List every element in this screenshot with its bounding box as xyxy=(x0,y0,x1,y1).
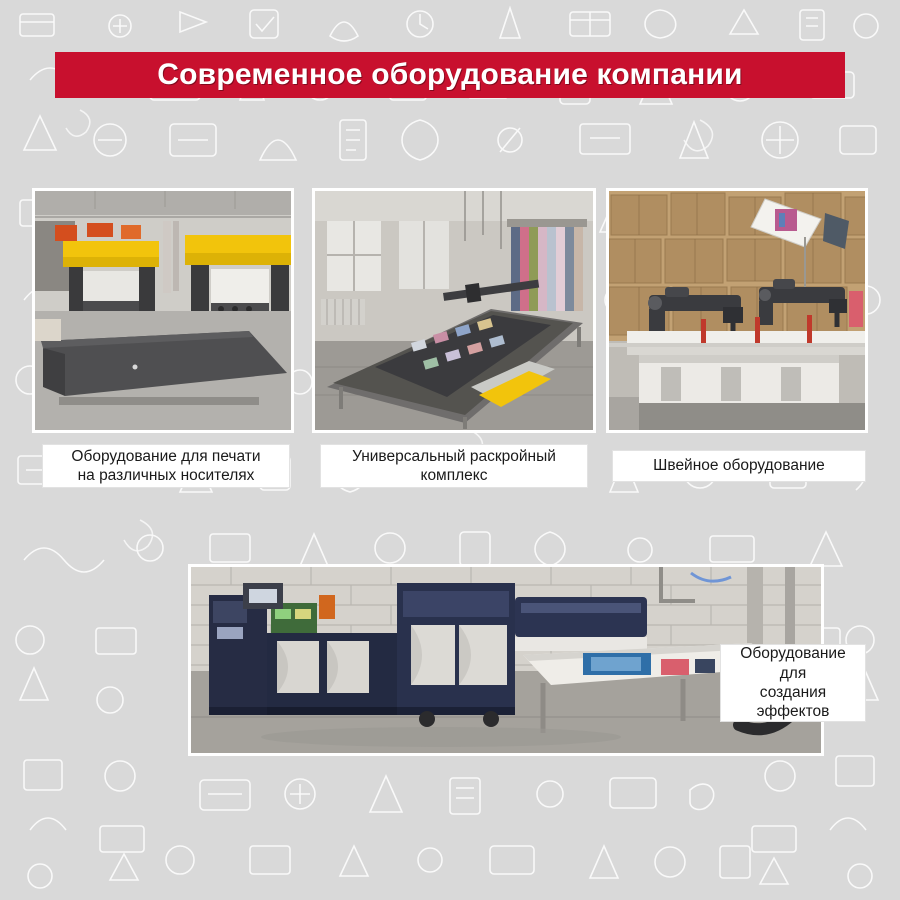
caption-line: Швейное оборудование xyxy=(653,457,825,475)
caption-line: Оборудование xyxy=(740,645,846,663)
caption-line: создания xyxy=(759,684,827,701)
caption-printing-equipment xyxy=(42,444,290,488)
page-title: Современное оборудование компании xyxy=(157,58,743,91)
caption-line: Универсальный раскройный xyxy=(352,447,556,465)
photo-printing-equipment xyxy=(32,188,294,433)
photo-cutting-complex xyxy=(312,188,596,433)
caption-effects-equipment xyxy=(720,644,866,722)
caption-line: комплекс xyxy=(420,467,488,484)
caption-line: эффектов xyxy=(756,703,830,721)
photo-sewing-equipment xyxy=(606,188,868,433)
caption-sewing-equipment xyxy=(612,450,866,482)
caption-cutting-complex xyxy=(320,444,588,488)
caption-line: для xyxy=(779,664,807,682)
slide-title-bar xyxy=(55,52,845,98)
caption-line: Оборудование для печати xyxy=(71,447,261,465)
caption-line: на различных носителях xyxy=(77,467,255,484)
